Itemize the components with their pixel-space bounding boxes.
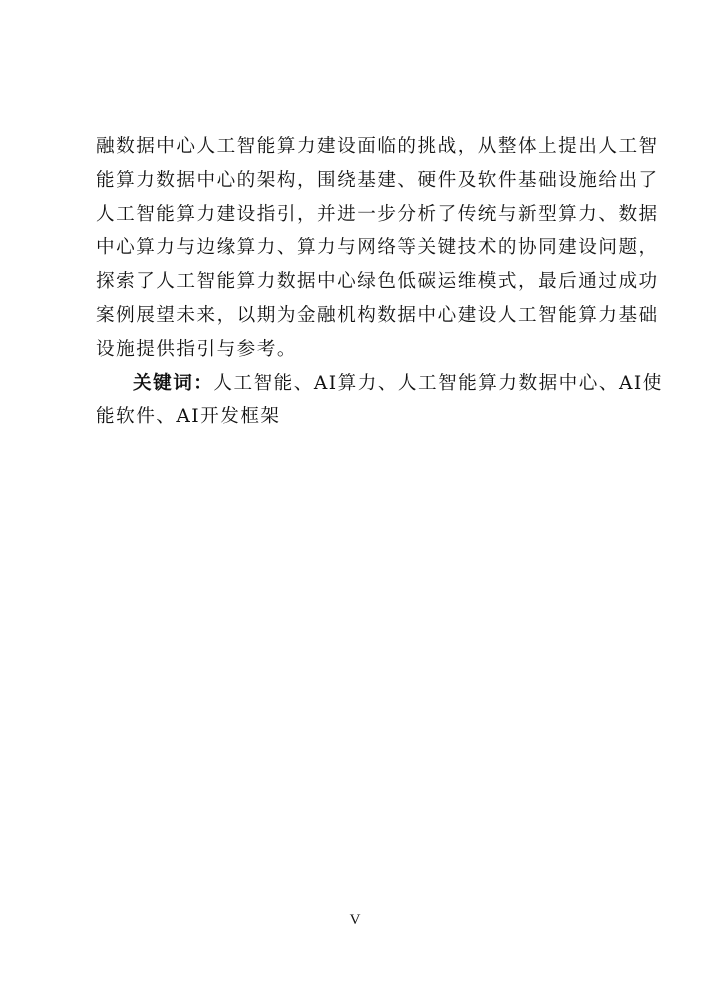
abstract-line: 能算力数据中心的架构，围绕基建、硬件及软件基础设施给出了 bbox=[96, 169, 659, 191]
abstract-line: 设施提供指引与参考。 bbox=[96, 338, 297, 360]
keywords-text: 人工智能、AI算力、人工智能算力数据中心、AI使 bbox=[213, 372, 663, 394]
abstract-line: 中心算力与边缘算力、算力与网络等关键技术的协同建设问题， bbox=[96, 237, 659, 259]
abstract-line: 人工智能算力建设指引，并进一步分析了传统与新型算力、数据 bbox=[96, 203, 659, 225]
abstract-line: 探索了人工智能算力数据中心绿色低碳运维模式，最后通过成功 bbox=[96, 271, 659, 293]
page-number: V bbox=[349, 912, 361, 928]
keywords-label: 关键词： bbox=[133, 372, 214, 394]
keywords-line bbox=[96, 367, 663, 401]
abstract-line: 融数据中心人工智能算力建设面临的挑战，从整体上提出人工智 bbox=[96, 136, 659, 157]
abstract-body bbox=[96, 130, 663, 434]
keywords-line-continued: 能软件、AI开发框架 bbox=[96, 406, 281, 428]
abstract-line: 案例展望未来，以期为金融机构数据中心建设人工智能算力基础 bbox=[96, 304, 659, 326]
